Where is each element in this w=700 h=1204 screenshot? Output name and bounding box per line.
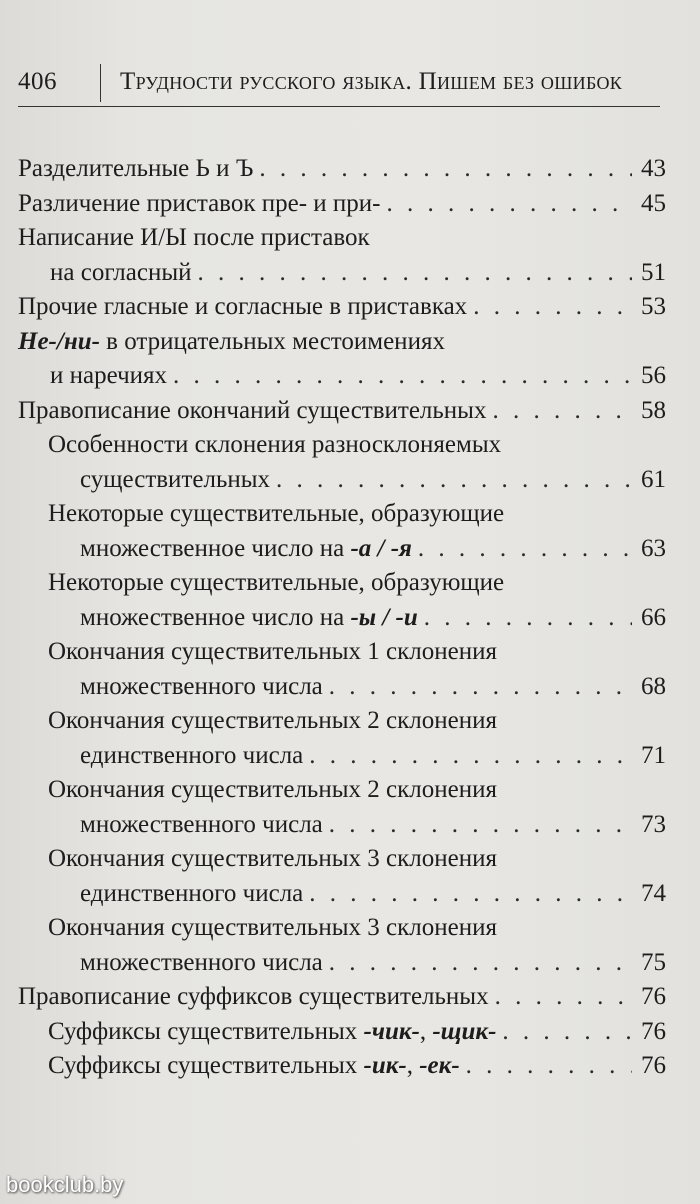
separator: , xyxy=(406,1052,420,1079)
toc-entry-title-continued: множественного числа xyxy=(80,948,323,976)
toc-entry-page: 61 xyxy=(641,465,666,493)
toc-entry-title: Окончания существительных 3 склонения xyxy=(48,914,497,941)
toc-entry-title-continued: единственного числа xyxy=(80,741,304,769)
toc-entry-page: 73 xyxy=(641,810,666,838)
toc-subentry xyxy=(18,911,666,980)
toc-entry xyxy=(18,152,666,187)
toc-entry-title xyxy=(48,1015,496,1050)
toc-subentry xyxy=(18,704,666,773)
title-text: Суффиксы существительных xyxy=(48,1017,364,1045)
emphasized-prefix: Не-/ни- xyxy=(18,327,100,355)
toc-entry-title: Правописание окончаний существительных xyxy=(18,396,487,424)
separator: , xyxy=(419,1017,433,1045)
dot-leader xyxy=(259,152,632,187)
toc-entry-title-continued: и наречиях xyxy=(50,362,168,389)
book-title: Трудности русского языка. Пишем без ошибок xyxy=(120,68,623,95)
toc-entry-title: Различение приставок пре- и при- xyxy=(18,189,381,217)
running-head xyxy=(18,62,660,102)
toc-entry-page: 76 xyxy=(641,1017,666,1045)
toc-entry-page: 75 xyxy=(641,948,666,976)
toc-entry xyxy=(18,290,666,325)
dot-leader xyxy=(329,808,632,843)
toc-subentry xyxy=(18,566,666,635)
toc-entry-title-continued: множественного числа xyxy=(80,672,323,700)
toc-entry-page: 76 xyxy=(641,983,666,1010)
toc-entry-title: Окончания существительных 2 склонения xyxy=(48,776,497,803)
emphasized-suffix: -а / -я xyxy=(350,534,412,562)
toc-entry-page: 58 xyxy=(641,396,666,424)
toc-subentry xyxy=(18,773,666,842)
dot-leader xyxy=(492,394,632,429)
title-text: множественное число на xyxy=(80,603,351,631)
emphasized-suffix: -ек- xyxy=(419,1052,460,1079)
toc-entry-page: 51 xyxy=(641,258,666,286)
toc-subentry xyxy=(18,842,666,911)
toc-entry-page: 74 xyxy=(641,879,666,907)
toc-entry-title: Окончания существительных 2 склонения xyxy=(48,707,497,734)
toc-entry-title: Окончания существительных 3 склонения xyxy=(48,845,497,872)
header-rule xyxy=(18,106,660,107)
toc-subentry xyxy=(18,497,666,566)
toc-entry-page: 43 xyxy=(641,155,666,182)
toc-entry-page: 56 xyxy=(641,362,666,389)
toc-entry-title: Правописание суффиксов существительных xyxy=(18,983,489,1010)
toc-entry xyxy=(18,187,666,222)
toc-entry-page: 63 xyxy=(641,534,666,562)
dot-leader xyxy=(495,980,632,1015)
toc-entry-title: Написание И/Ы после приставок xyxy=(18,224,370,251)
title-text: Суффиксы существительных xyxy=(48,1052,364,1079)
toc-entry xyxy=(18,221,666,290)
dot-leader xyxy=(418,532,632,567)
toc-entry-title-continued: единственного числа xyxy=(80,879,304,907)
watermark: bookclub.by xyxy=(6,1172,124,1197)
toc-subentry xyxy=(18,1049,666,1084)
toc-entry-title: Некоторые существительные, образующие xyxy=(48,500,505,527)
toc-entry-page: 71 xyxy=(641,741,666,769)
title-text: в отрицательных местоимениях xyxy=(99,327,445,355)
toc-entry xyxy=(18,394,666,429)
emphasized-suffix: -щик- xyxy=(432,1017,497,1045)
toc-entry-page: 45 xyxy=(641,189,666,217)
dot-leader xyxy=(309,877,632,912)
dot-leader xyxy=(502,1015,632,1050)
page-number: 406 xyxy=(18,68,57,95)
toc-entry-page: 76 xyxy=(641,1052,666,1079)
emphasized-suffix: -ик- xyxy=(363,1052,407,1079)
toc-entry-title-continued xyxy=(80,601,418,636)
toc-subentry xyxy=(18,428,666,497)
toc-entry-title: Особенности склонения разносклоняемых xyxy=(48,431,502,458)
title-text: множественное число на xyxy=(80,534,351,562)
toc-entry-title: Разделительные Ь и Ъ xyxy=(18,155,254,182)
toc-entry-title xyxy=(48,1049,460,1084)
header-divider xyxy=(100,64,101,102)
toc-entry-title: Окончания существительных 1 склонения xyxy=(48,638,497,665)
toc-entry xyxy=(18,980,666,1015)
dot-leader xyxy=(198,256,632,291)
toc-entry-title: Прочие гласные и согласные в приставках xyxy=(18,293,468,320)
dot-leader xyxy=(424,601,632,636)
dot-leader xyxy=(329,946,632,981)
dot-leader xyxy=(309,739,632,774)
dot-leader xyxy=(466,1049,632,1084)
emphasized-suffix: -ы / -и xyxy=(350,603,418,631)
dot-leader xyxy=(276,463,632,498)
toc-entry-page: 68 xyxy=(641,672,666,700)
emphasized-suffix: -чик- xyxy=(363,1017,420,1045)
toc-subentry xyxy=(18,635,666,704)
dot-leader xyxy=(329,670,632,705)
toc-entry-title-continued: существительных xyxy=(80,465,271,493)
toc-entry-title-continued: множественного числа xyxy=(80,810,323,838)
toc-entry-title: Некоторые существительные, образующие xyxy=(48,569,505,596)
toc-subentry xyxy=(18,1015,666,1050)
toc-entry-page: 66 xyxy=(641,603,666,631)
dot-leader xyxy=(173,359,632,394)
toc-entry-title-continued xyxy=(80,532,412,567)
toc-entry xyxy=(18,325,666,394)
toc-entry-title xyxy=(18,325,445,360)
dot-leader xyxy=(386,187,632,222)
dot-leader xyxy=(473,290,632,325)
toc-entry-title-continued: на согласный xyxy=(50,258,192,286)
table-of-contents xyxy=(18,152,666,1084)
toc-entry-page: 53 xyxy=(641,293,666,320)
